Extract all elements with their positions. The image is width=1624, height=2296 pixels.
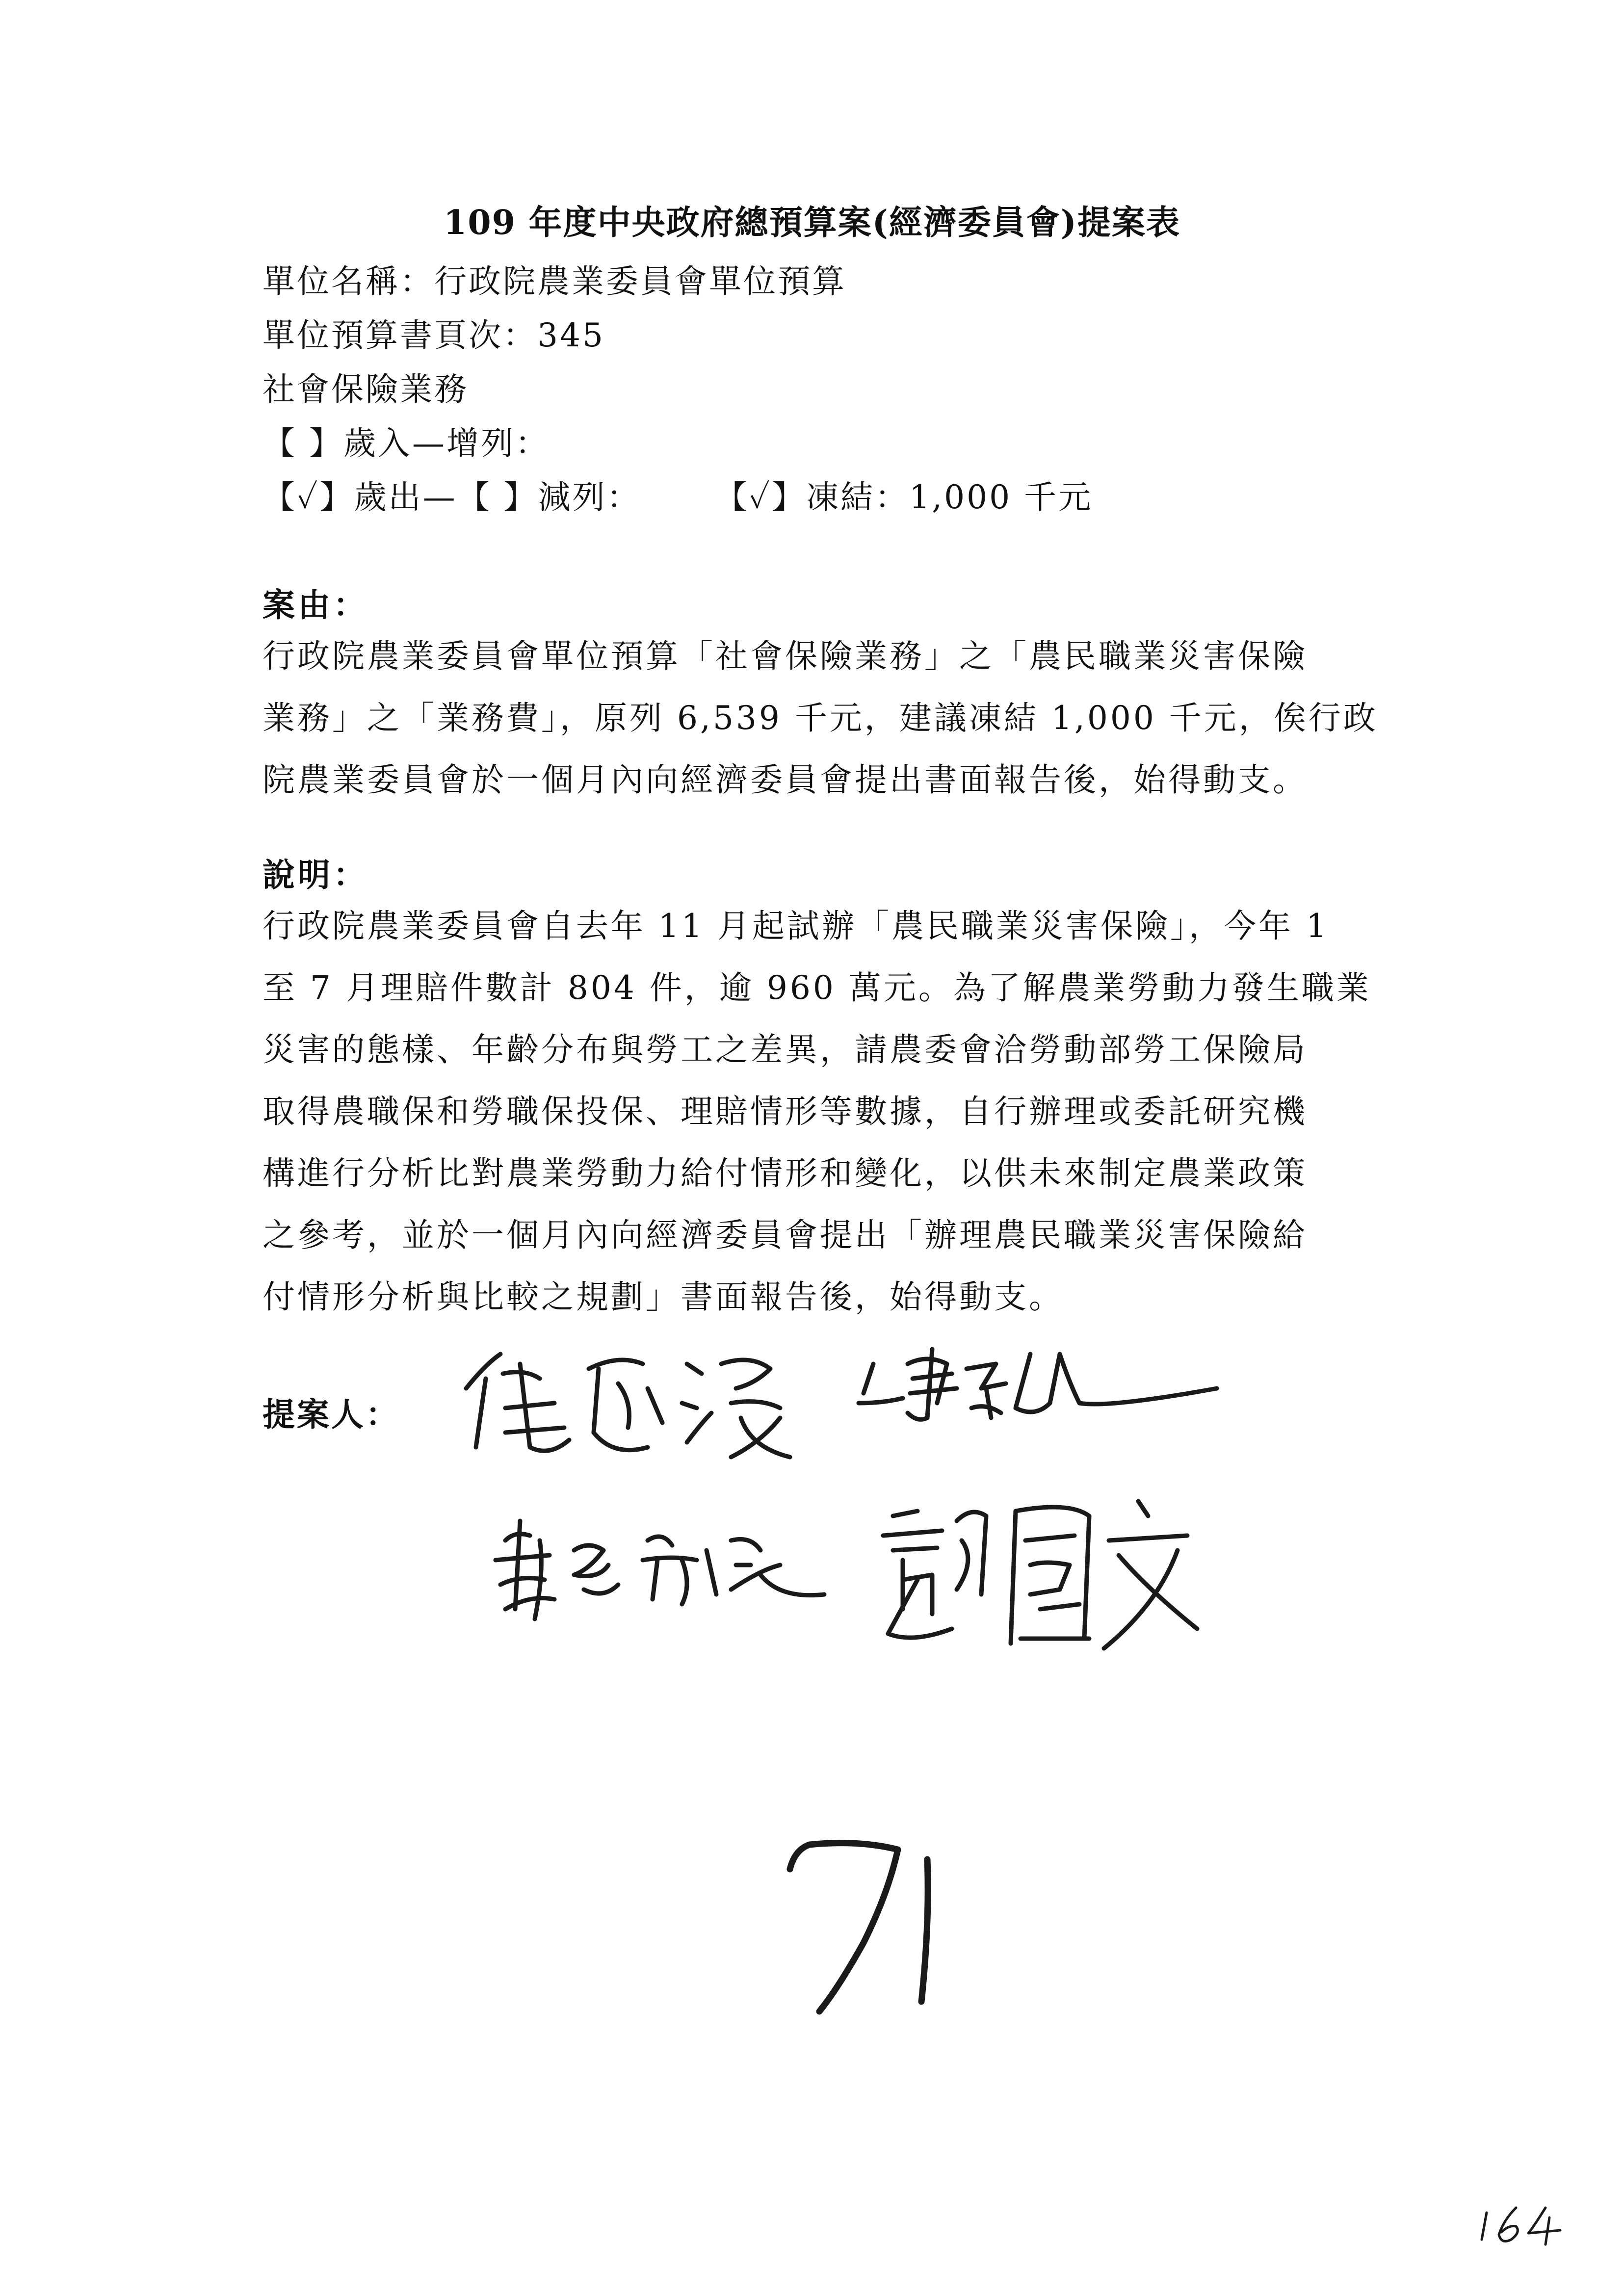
unit-name-value: 行政院農業委員會單位預算 [434, 262, 846, 300]
explanation-paragraph [262, 895, 1396, 1328]
proposer-label: 提案人： [262, 1395, 400, 1434]
handwritten-number [765, 1815, 991, 2023]
explanation-line: 至 7 月理賠件數計 804 件，逾 960 萬元。為了解農業勞動力發生職業 [262, 969, 1371, 1007]
signature-1 [456, 1334, 800, 1464]
explanation-heading: 說明： [262, 856, 368, 894]
signature-2 [854, 1334, 1227, 1425]
budget-page-line [262, 309, 605, 356]
revenue-checkbox: 【 】 [262, 424, 343, 462]
document-title: 109 年度中央政府總預算案(經濟委員會)提案表 [444, 203, 1180, 242]
handwritten-page-number [1477, 2198, 1570, 2249]
reduce-checkbox: 【 】 [457, 478, 538, 516]
budget-page-value: 345 [537, 316, 605, 354]
reason-heading: 案由： [262, 586, 368, 624]
expenditure-row [262, 471, 1093, 518]
reason-line: 業務」之「業務費」，原列 6,539 千元，建議凍結 1,000 千元，俟行政 [262, 699, 1378, 737]
reduce-text: 減列： [538, 478, 641, 516]
explanation-line: 災害的態樣、年齡分布與勞工之差異，請農委會洽勞動部勞工保險局 [262, 1031, 1308, 1069]
explanation-line: 構進行分析比對農業勞動力給付情形和變化，以供未來制定農業政策 [262, 1154, 1308, 1192]
revenue-text: 歲入—增列： [343, 424, 550, 462]
reason-line: 行政院農業委員會單位預算「社會保險業務」之「農民職業災害保險 [262, 637, 1308, 675]
freeze-checkbox: 【✓】 [714, 478, 807, 516]
explanation-line: 之參考，並於一個月內向經濟委員會提出「辦理農民職業災害保險給 [262, 1216, 1308, 1254]
unit-name-label: 單位名稱： [262, 262, 434, 300]
budget-page-label: 單位預算書頁次： [262, 316, 537, 354]
expenditure-checkbox: 【✓】 [262, 478, 354, 516]
expenditure-text: 歲出— [354, 478, 457, 516]
signature-4 [873, 1491, 1217, 1660]
program-line: 社會保險業務 [262, 370, 469, 408]
revenue-row [262, 417, 550, 464]
reason-line: 院農業委員會於一個月內向經濟委員會提出書面報告後，始得動支。 [262, 761, 1308, 799]
explanation-line: 付情形分析與比較之規劃」書面報告後，始得動支。 [262, 1278, 1064, 1316]
freeze-text: 凍結：1,000 千元 [806, 478, 1093, 516]
explanation-line: 行政院農業委員會自去年 11 月起試辦「農民職業災害保險」，今年 1 [262, 907, 1329, 945]
unit-name-line [262, 255, 846, 302]
explanation-line: 取得農職保和勞職保投保、理賠情形等數據，自行辦理或委託研究機 [262, 1093, 1308, 1130]
signature-3 [486, 1511, 829, 1631]
reason-paragraph [262, 626, 1396, 811]
